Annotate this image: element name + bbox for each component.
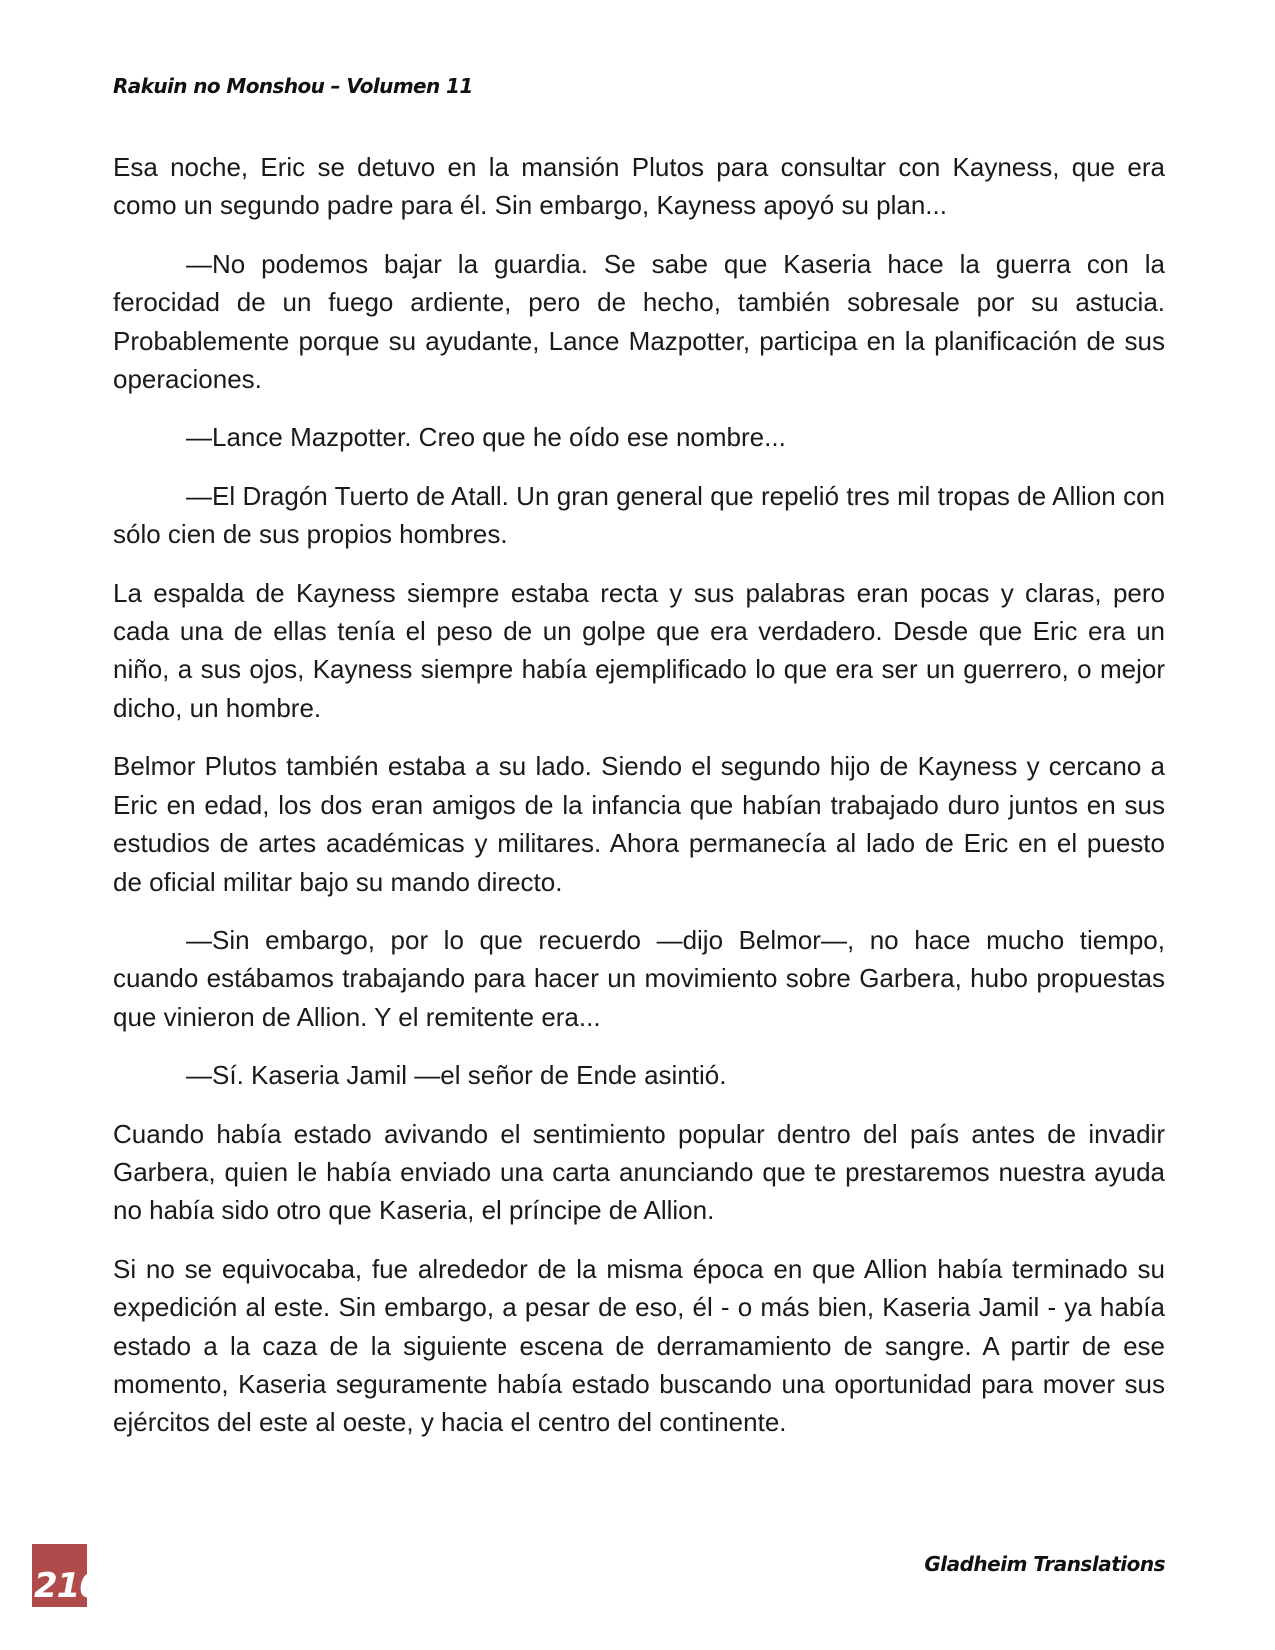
- translator-credit: Gladheim Translations: [924, 1552, 1165, 1576]
- running-header: Rakuin no Monshou – Volumen 11: [113, 74, 473, 98]
- paragraph: Cuando había estado avivando el sentimiento popular dentro del país antes de invadir Garbera, quien le había enviado una carta anunciando que te prestaremos nuestra ayuda no había sido otro que Kaseria, el príncipe de Allion.: [113, 1118, 1165, 1226]
- page-number-underline: [32, 1607, 87, 1610]
- dialogue-paragraph: —Sí. Kaseria Jamil —el señor de Ende asintió.: [186, 1060, 727, 1091]
- dialogue-paragraph: —Lance Mazpotter. Creo que he oído ese nombre...: [186, 422, 786, 453]
- page-number-badge: [32, 1544, 102, 1610]
- paragraph: Belmor Plutos también estaba a su lado. Siendo el segundo hijo de Kayness y cercano a Eric en edad, los dos eran amigos de la infancia que habían trabajado duro juntos en sus estudios de artes académicas y militares. Ahora permanecía al lado de Eric en el puesto de oficial militar bajo su mando directo.: [113, 751, 1165, 897]
- page-number: 210: [34, 1566, 102, 1606]
- dialogue-paragraph: —Sin embargo, por lo que recuerdo —dijo Belmor—, no hace mucho tiempo, cuando estábamos trabajando para hacer un movimiento sobre Garbera, hubo propuestas que vinieron de Allion. Y el remitente era...: [113, 924, 1165, 1032]
- dialogue-paragraph: —No podemos bajar la guardia. Se sabe que Kaseria hace la guerra con la ferocidad de un fuego ardiente, pero de hecho, también sobresale por su astucia. Probablemente porque su ayudante, Lance Mazpotter, participa en la planificación de sus operaciones.: [113, 248, 1165, 395]
- paragraph: La espalda de Kayness siempre estaba recta y sus palabras eran pocas y claras, pero cada una de ellas tenía el peso de un golpe que era verdadero. Desde que Eric era un niño, a sus ojos, Kayness siempre había ejemplificado lo que era ser un guerrero, o mejor dicho, un hombre.: [113, 577, 1165, 723]
- dialogue-paragraph: —El Dragón Tuerto de Atall. Un gran general que repelió tres mil tropas de Allion con sólo cien de sus propios hombres.: [113, 480, 1165, 550]
- paragraph: Esa noche, Eric se detuvo en la mansión Plutos para consultar con Kayness, que era como un segundo padre para él. Sin embargo, Kayness apoyó su plan...: [113, 152, 1165, 221]
- body-text: [113, 148, 1165, 1462]
- paragraph: Si no se equivocaba, fue alrededor de la misma época en que Allion había terminado su expedición al este. Sin embargo, a pesar de eso, él - o más bien, Kaseria Jamil - ya había estado a la caza de la siguiente escena de derramamiento de sangre. A partir de ese momento, Kaseria seguramente había estado buscando una oportunidad para mover sus ejércitos del este al oeste, y hacia el centro del continente.: [113, 1253, 1165, 1438]
